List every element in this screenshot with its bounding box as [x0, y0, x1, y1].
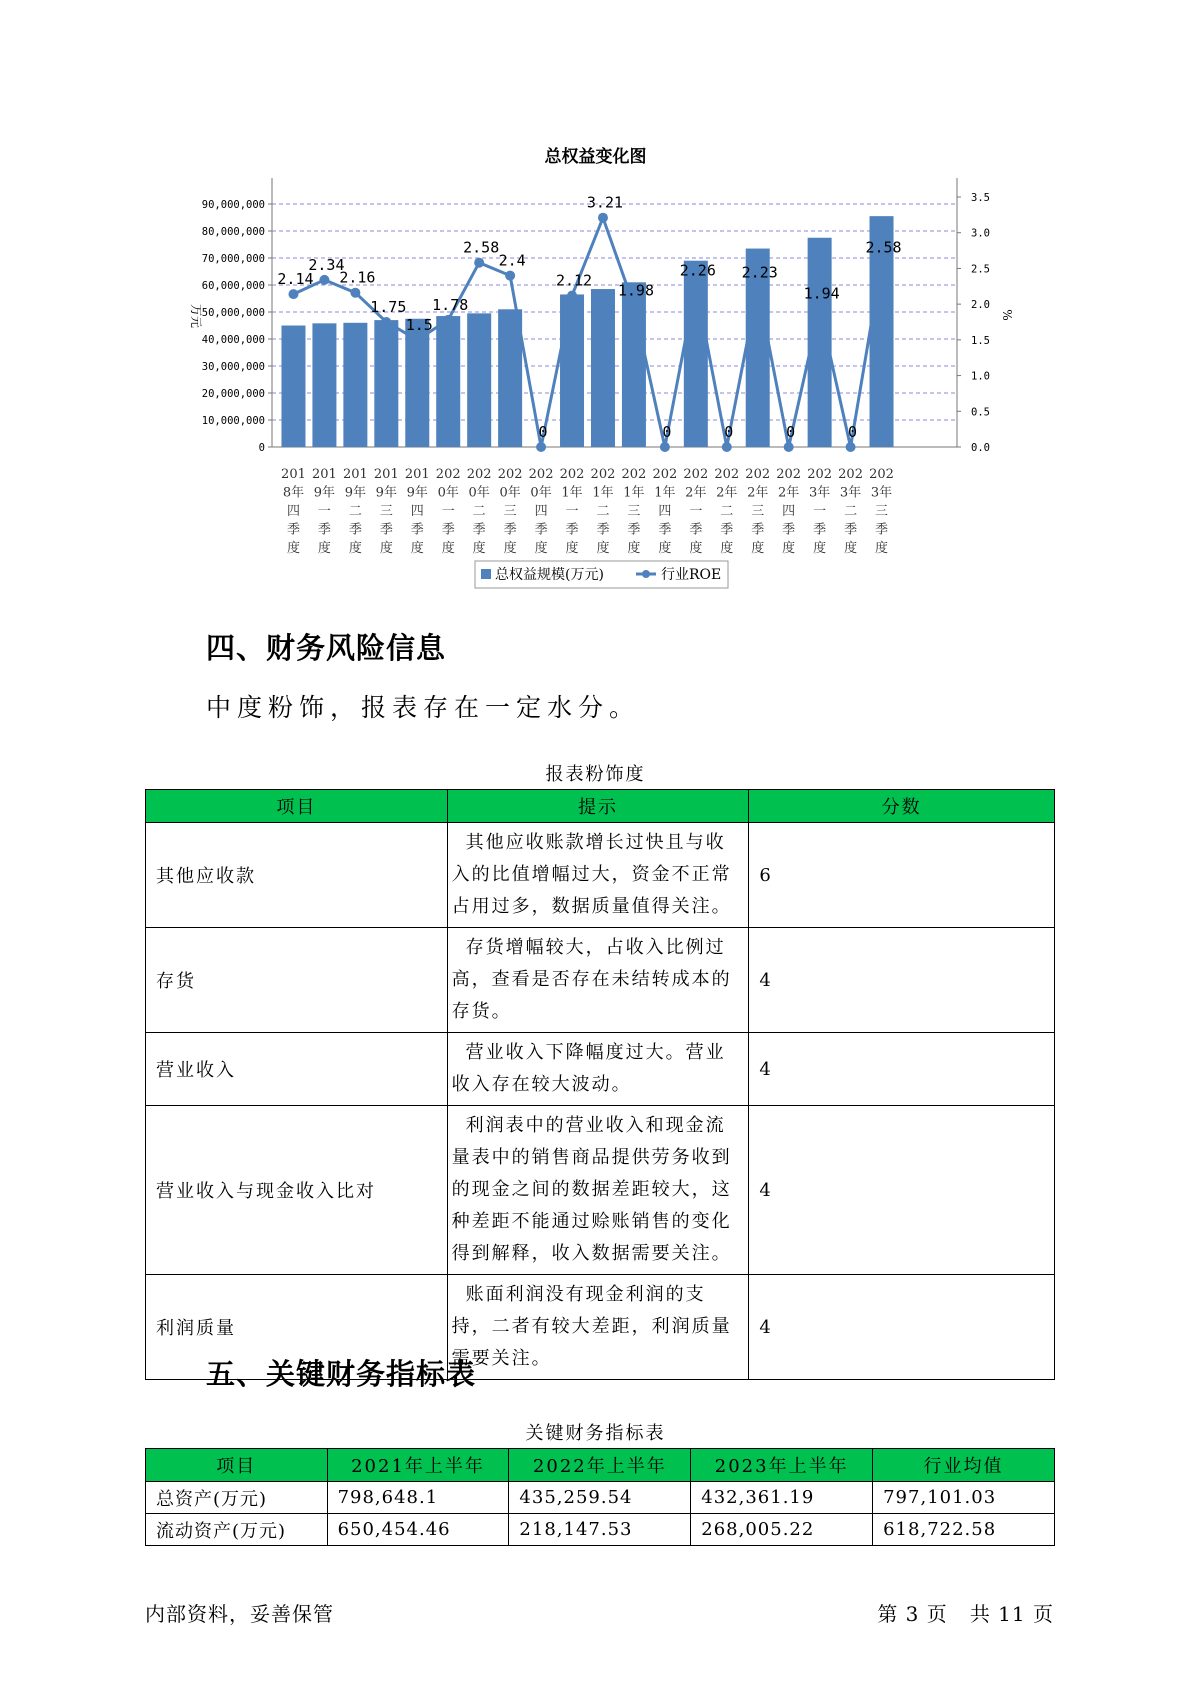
y-left-tick-label: 80,000,000	[201, 226, 265, 238]
roe-point	[319, 275, 329, 285]
roe-data-label: 1.75	[370, 298, 407, 316]
x-tick-label: 202	[621, 467, 647, 482]
x-tick-label: 一	[689, 504, 703, 519]
x-tick-label: 0年	[499, 485, 521, 501]
x-tick-label: 季	[534, 522, 548, 538]
x-tick-label: 9年	[406, 485, 428, 501]
x-tick-label: 1年	[623, 485, 645, 501]
bar	[281, 326, 305, 448]
roe-data-label: 1.78	[432, 295, 469, 314]
y-left-tick-label: 10,000,000	[201, 415, 265, 427]
x-tick-label: 三	[503, 504, 517, 519]
bar	[343, 323, 367, 447]
x-tick-label: 三	[875, 504, 889, 519]
x-tick-label: 2年	[685, 485, 707, 501]
x-tick-label: 季	[441, 522, 455, 538]
x-tick-label: 季	[410, 522, 424, 538]
x-tick-label: 季	[565, 522, 579, 538]
x-tick-label: 3年	[808, 485, 831, 501]
y-right-tick-label: 1.5	[971, 334, 990, 347]
risk-tip: 营业收入下降幅度过大。营业收入存在较大波动。	[447, 1033, 749, 1106]
y-right-axis-label: %	[1000, 309, 1014, 321]
roe-point	[412, 335, 422, 345]
risk-score: 4	[749, 1106, 1055, 1275]
roe-data-label: 0	[538, 423, 548, 441]
bar	[467, 313, 491, 447]
x-tick-label: 9年	[313, 485, 336, 501]
risk-table-header	[146, 790, 1055, 823]
y-left-tick-label: 40,000,000	[201, 334, 265, 346]
x-tick-label: 度	[410, 541, 424, 556]
kpi-header: 2021年上半年	[327, 1449, 509, 1482]
footer-note: 内部资料，妥善保管	[145, 1602, 334, 1626]
legend-line-label: 行业ROE	[661, 567, 722, 583]
roe-data-label: 2.16	[339, 268, 376, 287]
bar	[374, 320, 398, 447]
x-tick-label: 度	[379, 541, 393, 556]
x-tick-label: 度	[720, 541, 734, 556]
roe-data-label: 2.34	[308, 255, 345, 274]
y-right-tick-label: 2.5	[971, 263, 990, 276]
x-tick-label: 0年	[530, 485, 552, 501]
x-tick-label: 季	[844, 522, 858, 538]
roe-point	[753, 283, 763, 293]
risk-tip: 存货增幅较大，占收入比例过高，查看是否存在未结转成本的存货。	[447, 928, 749, 1033]
table-row	[146, 1106, 1055, 1275]
kpi-table-header	[146, 1449, 1055, 1482]
y-right-tick-label: 2.0	[971, 299, 990, 312]
x-tick-label: 一	[317, 504, 331, 519]
header-tip: 提示	[447, 790, 749, 823]
roe-data-label: 2.58	[463, 238, 500, 257]
risk-item: 存货	[146, 928, 448, 1033]
x-tick-label: 度	[441, 541, 455, 556]
x-tick-label: 度	[813, 541, 827, 556]
x-tick-label: 二	[596, 504, 610, 519]
x-tick-label: 202	[497, 467, 523, 482]
roe-data-label: 2.12	[555, 271, 593, 290]
x-tick-label: 季	[689, 522, 703, 538]
x-tick-label: 202	[528, 467, 554, 482]
y-right-tick-label: 0.5	[971, 406, 990, 419]
kpi-cell: 总资产(万元)	[146, 1482, 328, 1514]
kpi-header: 2022年上半年	[509, 1449, 691, 1482]
x-tick-label: 二	[348, 504, 362, 519]
roe-point	[443, 315, 453, 325]
table-row	[146, 1514, 1055, 1546]
y-right-tick-label: 1.0	[971, 370, 990, 383]
x-tick-label: 2年	[747, 485, 769, 501]
x-tick-label: 季	[751, 522, 765, 538]
x-tick-label: 3年	[870, 485, 893, 501]
x-tick-label: 一	[441, 504, 455, 519]
x-tick-label: 二	[844, 504, 858, 519]
x-tick-label: 1年	[561, 485, 583, 501]
x-tick-label: 三	[627, 504, 641, 519]
risk-table	[145, 789, 1055, 1380]
x-tick-label: 季	[503, 522, 517, 538]
x-tick-label: 季	[627, 522, 641, 538]
roe-point	[784, 442, 794, 452]
roe-data-label: 0	[724, 423, 734, 441]
table-row	[146, 928, 1055, 1033]
kpi-cell: 650,454.46	[327, 1514, 509, 1546]
roe-point	[722, 442, 732, 452]
y-left-tick-label: 30,000,000	[201, 361, 265, 373]
x-tick-label: 季	[658, 522, 672, 538]
x-tick-label: 9年	[375, 485, 397, 501]
legend-bar-label: 总权益规模(万元)	[495, 567, 604, 583]
roe-data-label: 2.58	[865, 238, 902, 257]
roe-data-label: 0	[848, 423, 858, 441]
roe-point	[846, 442, 856, 452]
risk-tip: 其他应收账款增长过快且与收入的比值增幅过大，资金不正常占用过多，数据质量值得关注。	[447, 823, 749, 928]
y-left-axis-label: 万元	[189, 303, 203, 329]
x-tick-label: 1年	[592, 485, 614, 501]
roe-point	[660, 442, 670, 452]
kpi-cell: 797,101.03	[873, 1482, 1055, 1514]
risk-score: 4	[749, 1033, 1055, 1106]
y-right-tick-label: 0.0	[971, 442, 990, 454]
x-tick-label: 季	[317, 522, 331, 538]
roe-data-label: 2.26	[679, 261, 716, 280]
roe-point	[567, 291, 577, 301]
roe-point	[691, 281, 701, 291]
x-tick-label: 202	[435, 467, 461, 482]
x-tick-label: 0年	[437, 485, 459, 501]
roe-point	[598, 213, 608, 223]
table-row	[146, 1033, 1055, 1106]
kpi-cell: 618,722.58	[873, 1514, 1055, 1546]
x-tick-label: 0年	[468, 485, 490, 501]
x-tick-label: 度	[348, 541, 362, 556]
x-tick-label: 度	[658, 541, 672, 556]
header-item: 项目	[146, 790, 448, 823]
x-tick-label: 度	[689, 541, 703, 556]
kpi-table	[145, 1448, 1055, 1546]
x-tick-label: 季	[720, 522, 734, 538]
x-tick-label: 度	[751, 541, 765, 556]
y-right-tick-label: 3.5	[971, 192, 990, 204]
x-tick-label: 2年	[778, 485, 800, 501]
roe-point	[815, 303, 825, 313]
x-tick-label: 度	[596, 541, 610, 556]
x-tick-label: 度	[534, 541, 548, 556]
x-tick-label: 季	[286, 522, 300, 538]
x-tick-label: 201	[281, 467, 306, 482]
bar	[312, 323, 336, 447]
kpi-cell: 218,147.53	[509, 1514, 691, 1546]
x-tick-label: 202	[466, 467, 492, 482]
x-tick-label: 度	[317, 541, 331, 556]
x-tick-label: 季	[875, 522, 889, 538]
x-tick-label: 度	[844, 541, 858, 556]
x-tick-label: 9年	[344, 485, 367, 501]
kpi-header: 行业均值	[873, 1449, 1055, 1482]
bar	[591, 289, 615, 447]
x-tick-label: 2年	[716, 485, 738, 501]
x-tick-label: 202	[745, 467, 771, 482]
roe-data-label: 3.21	[586, 193, 624, 212]
x-tick-label: 季	[596, 522, 610, 538]
table-row	[146, 1482, 1055, 1514]
risk-item: 营业收入	[146, 1033, 448, 1106]
roe-data-label: 0	[786, 423, 796, 441]
x-tick-label: 度	[565, 541, 579, 556]
x-tick-label: 四	[410, 504, 424, 519]
roe-point	[629, 301, 639, 311]
x-tick-label: 一	[813, 504, 827, 519]
roe-point	[877, 258, 887, 268]
kpi-cell: 268,005.22	[691, 1514, 873, 1546]
y-left-tick-label: 60,000,000	[201, 280, 265, 292]
kpi-cell: 流动资产(万元)	[146, 1514, 328, 1546]
risk-item: 营业收入与现金收入比对	[146, 1106, 448, 1275]
x-tick-label: 202	[776, 467, 802, 482]
x-tick-label: 1年	[654, 485, 676, 501]
x-tick-label: 四	[658, 504, 672, 519]
roe-point	[381, 317, 391, 327]
x-tick-label: 201	[373, 467, 399, 482]
roe-point	[350, 288, 360, 298]
x-tick-label: 二	[720, 504, 734, 519]
y-left-tick-label: 0	[258, 442, 265, 454]
risk-score: 6	[749, 823, 1055, 928]
roe-point	[536, 442, 546, 452]
x-tick-label: 202	[590, 467, 616, 482]
x-tick-label: 201	[312, 467, 337, 482]
x-tick-label: 季	[472, 522, 486, 538]
x-tick-label: 202	[869, 467, 894, 482]
risk-tip: 账面利润没有现金利润的支持，二者有较大差距，利润质量需要关注。	[447, 1275, 749, 1380]
x-tick-label: 四	[286, 504, 300, 519]
x-tick-label: 度	[627, 541, 641, 556]
y-left-tick-label: 50,000,000	[201, 307, 265, 319]
x-tick-label: 季	[782, 522, 796, 538]
x-tick-label: 202	[807, 467, 833, 482]
x-tick-label: 三	[379, 504, 393, 519]
roe-data-label: 1.5	[405, 315, 433, 334]
x-tick-label: 度	[782, 541, 796, 556]
x-tick-label: 202	[559, 467, 585, 482]
roe-data-label: 0	[662, 423, 672, 441]
risk-score: 4	[749, 928, 1055, 1033]
kpi-header: 项目	[146, 1449, 328, 1482]
risk-table-caption: 报表粉饰度	[545, 764, 646, 785]
roe-data-label: 2.23	[741, 263, 778, 282]
x-tick-label: 季	[813, 522, 827, 538]
x-tick-label: 四	[534, 504, 548, 519]
table-row	[146, 823, 1055, 928]
y-left-tick-label: 20,000,000	[201, 388, 265, 400]
roe-point	[505, 271, 515, 281]
kpi-cell: 435,259.54	[509, 1482, 691, 1514]
kpi-table-caption: 关键财务指标表	[525, 1423, 666, 1444]
kpi-header: 2023年上半年	[691, 1449, 873, 1482]
x-tick-label: 202	[683, 467, 709, 482]
x-tick-label: 201	[342, 467, 368, 482]
risk-tip: 利润表中的营业收入和现金流量表中的销售商品提供劳务收到的现金之间的数据差距较大，这种差距不能通过赊账销售的变化得到解释，收入数据需要关注。	[447, 1106, 749, 1275]
risk-summary-text: 中度粉饰，报表存在一定水分。	[206, 693, 641, 722]
section-5-heading: 五、关键财务指标表	[206, 1357, 477, 1391]
roe-data-label: 1.98	[617, 281, 654, 300]
risk-item: 其他应收款	[146, 823, 448, 928]
risk-score: 4	[749, 1275, 1055, 1380]
chart-title: 总权益变化图	[544, 147, 647, 167]
x-tick-label: 3年	[839, 485, 862, 501]
x-tick-label: 度	[503, 541, 517, 556]
roe-data-label: 2.14	[277, 270, 314, 289]
x-tick-label: 度	[875, 541, 889, 556]
y-left-tick-label: 70,000,000	[201, 253, 265, 265]
bar	[560, 294, 584, 447]
x-tick-label: 202	[838, 467, 863, 482]
roe-point	[288, 289, 298, 299]
page-number: 第 3 页 共 11 页	[877, 1602, 1054, 1626]
x-tick-label: 度	[472, 541, 486, 556]
x-tick-label: 202	[714, 467, 740, 482]
x-tick-label: 度	[286, 541, 300, 556]
legend-bar-swatch	[481, 569, 491, 579]
risk-item: 利润质量	[146, 1275, 448, 1380]
y-right-tick-label: 3.0	[971, 227, 990, 240]
x-tick-label: 季	[348, 522, 362, 538]
x-tick-label: 季	[379, 522, 393, 538]
header-score: 分数	[749, 790, 1055, 823]
x-tick-label: 一	[565, 504, 579, 519]
equity-chart	[0, 0, 1191, 600]
x-tick-label: 三	[751, 504, 765, 519]
bar	[436, 316, 460, 447]
x-tick-label: 二	[472, 504, 486, 519]
roe-data-label: 2.4	[498, 251, 526, 270]
x-tick-label: 四	[782, 504, 796, 519]
kpi-cell: 798,648.1	[327, 1482, 509, 1514]
kpi-cell: 432,361.19	[691, 1482, 873, 1514]
x-tick-label: 8年	[282, 485, 305, 501]
legend-line-marker	[642, 570, 650, 578]
y-left-tick-label: 90,000,000	[201, 199, 265, 211]
x-tick-label: 201	[404, 467, 430, 482]
section-4-heading: 四、财务风险信息	[206, 631, 447, 665]
roe-data-label: 1.94	[803, 284, 840, 303]
x-tick-label: 202	[652, 467, 678, 482]
roe-point	[474, 258, 484, 268]
